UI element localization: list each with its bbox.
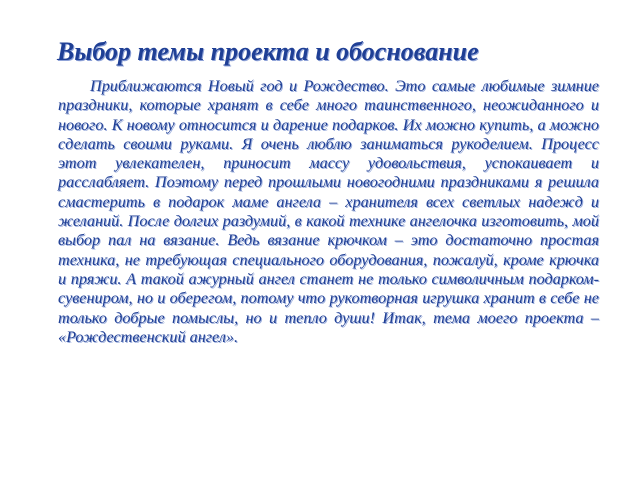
slide-body-text: Приближаются Новый год и Рождество. Это самые любимые зимние праздники, которые хранят в себе много таинственного, неожиданного и нового. К новому относится и дарение подарков. Их можно купить, а можно сделать своими руками. Я очень люблю заниматься рукоделием. Процесс этот увлекателен, приносит массу удовольствия, успокаивает и расслабляет. Поэтому перед прошлыми новогодними праздниками я решила смастерить в подарок маме ангела – хранителя всех светлых надежд и желаний. После долгих раздумий, в какой технике ангелочка изготовить, мой выбор пал на вязание. Ведь вязание крючком – это достаточно простая техника, не требующая специального оборудования, пожалуй, кроме крючка и пряжи. А такой ажурный ангел станет не только символичным подарком-сувениром, но и оберегом, потому что рукотворная игрушка хранит в себе не только добрые помыслы, но и тепло души! Итак, тема моего проекта – «Рождественский ангел». xyxy=(58,77,599,346)
slide-title: Выбор темы проекта и обоснование xyxy=(57,37,479,66)
